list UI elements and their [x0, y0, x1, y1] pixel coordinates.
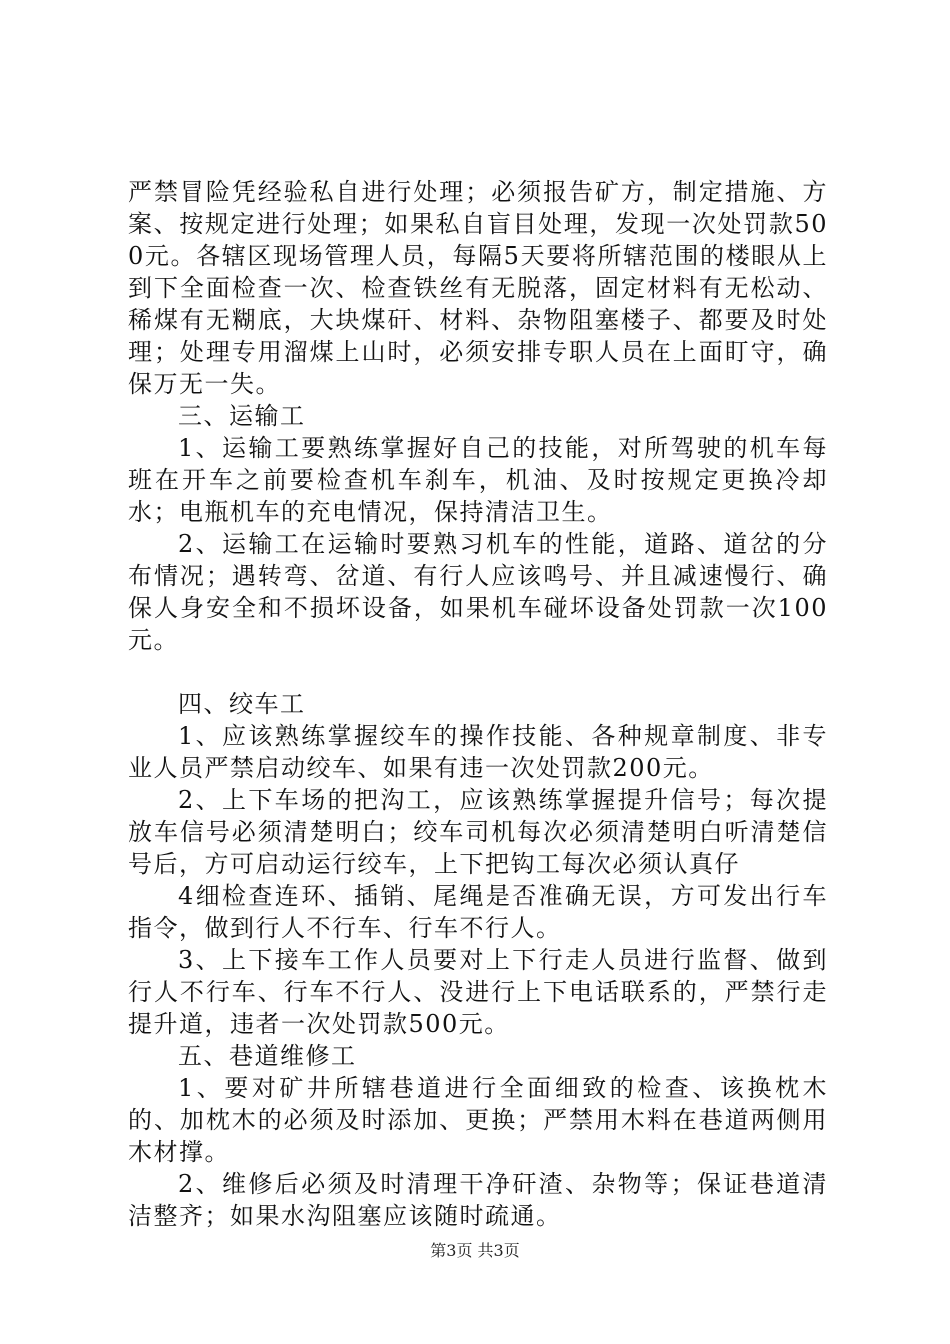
paragraph-winch-2: 2、上下车场的把沟工，应该熟练掌握提升信号；每次提放车信号必须清楚明白；绞车司机每次必须清楚明白听清楚信号后，方可启动运行绞车，上下把钩工每次必须认真仔	[128, 786, 828, 878]
page-number-label: 第3页 共3页	[430, 1241, 520, 1260]
page-footer	[0, 1240, 950, 1262]
section-heading-roadway: 五、巷道维修工	[178, 1042, 357, 1070]
paragraph-winch-1: 1、应该熟练掌握绞车的操作技能、各种规章制度、非专业人员严禁启动绞车、如果有违一次处罚款200元。	[128, 722, 828, 782]
document-body	[128, 176, 828, 1232]
paragraph-continuation: 严禁冒险凭经验私自进行处理；必须报告矿方，制定措施、方案、按规定进行处理；如果私自盲目处理，发现一次处罚款500元。各辖区现场管理人员，每隔5天要将所辖范围的楼眼从上到下全面检查一次、检查铁丝有无脱落，固定材料有无松动、稀煤有无糊底，大块煤矸、材料、杂物阻塞楼子、都要及时处理；处理专用溜煤上山时，必须安排专职人员在上面盯守，确保万无一失。	[128, 178, 828, 398]
paragraph-spacer	[128, 656, 828, 688]
paragraph-winch-3: 3、上下接车工作人员要对上下行走人员进行监督、做到行人不行车、行车不行人、没进行上下电话联系的，严禁行走提升道，违者一次处罚款500元。	[128, 946, 828, 1038]
paragraph-winch-2-continued: 4细检查连环、插销、尾绳是否准确无误，方可发出行车指令，做到行人不行车、行车不行人。	[128, 882, 828, 942]
section-heading-winch: 四、绞车工	[178, 690, 306, 718]
paragraph-roadway-1: 1、要对矿井所辖巷道进行全面细致的检查、该换枕木的、加枕木的必须及时添加、更换；严禁用木料在巷道两侧用木材撑。	[128, 1074, 828, 1166]
paragraph-roadway-2: 2、维修后必须及时清理干净矸渣、杂物等；保证巷道清洁整齐；如果水沟阻塞应该随时疏通。	[128, 1170, 828, 1230]
paragraph-transport-1: 1、运输工要熟练掌握好自己的技能，对所驾驶的机车每班在开车之前要检查机车刹车，机油、及时按规定更换冷却水；电瓶机车的充电情况，保持清洁卫生。	[128, 434, 828, 526]
paragraph-transport-2: 2、运输工在运输时要熟习机车的性能，道路、道岔的分布情况；遇转弯、岔道、有行人应该鸣号、并且减速慢行、确保人身安全和不损坏设备，如果机车碰坏设备处罚款一次100元。	[128, 530, 828, 654]
section-heading-transport: 三、运输工	[178, 402, 306, 430]
